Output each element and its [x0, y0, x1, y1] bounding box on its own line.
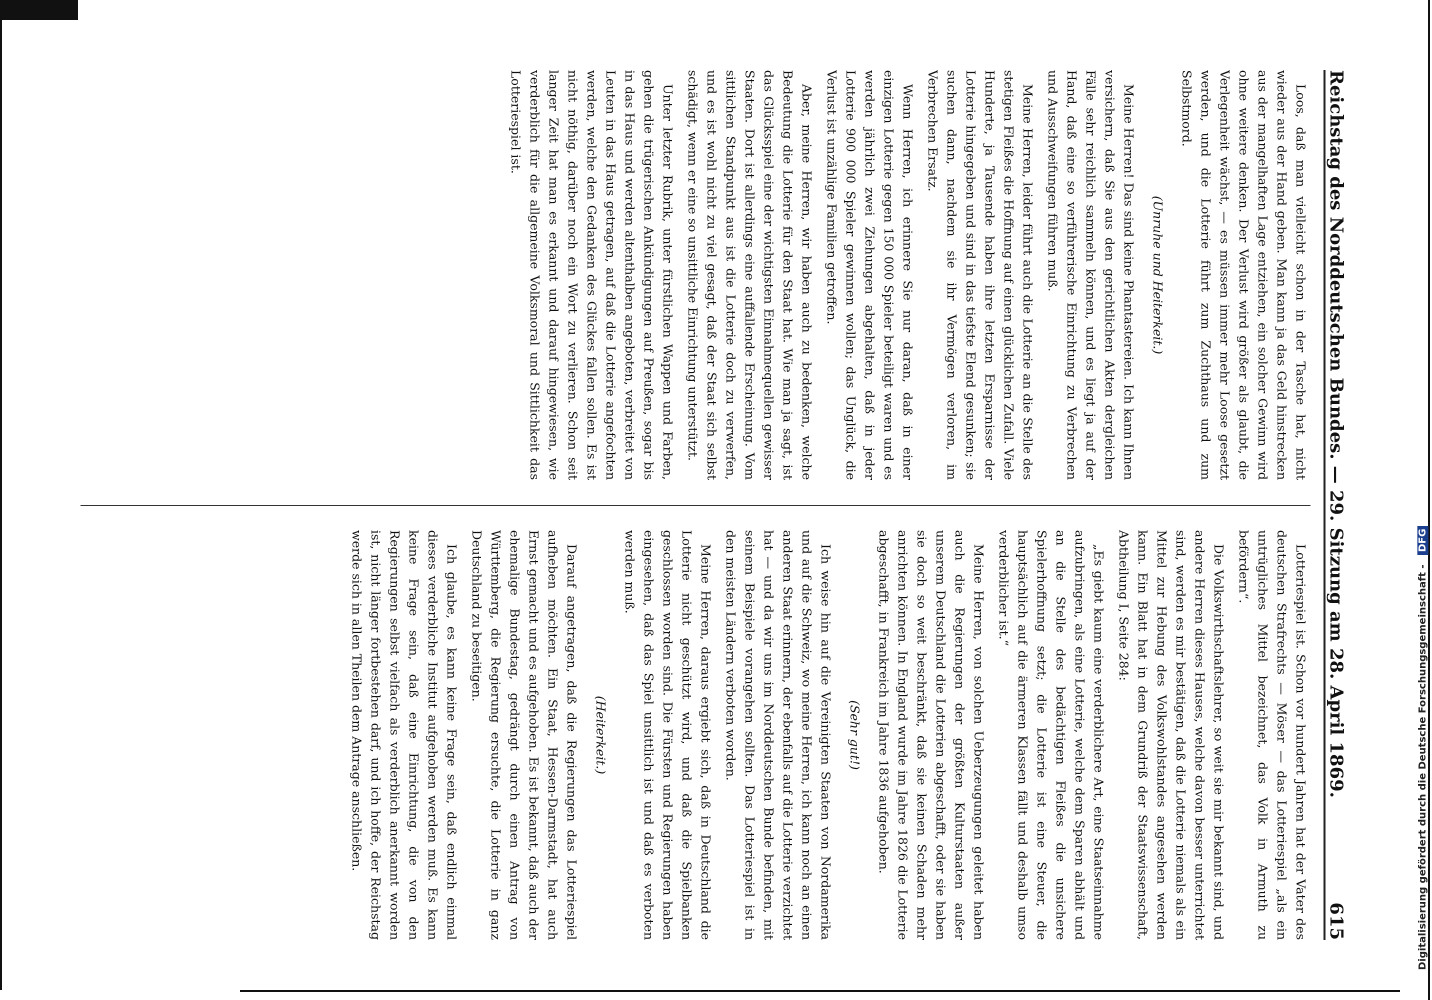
header-title: Reichstag des Norddeutschen Bundes. — 29. Sitzung am 28. April 1869. — [1325, 70, 1347, 798]
paragraph: Ich weise hin auf die Vereinigten Staaten von Nordamerika und auf die Schweiz, wo meine Herren, ich kann noch an einen anderen Staat erinnern, der ebenfalls auf die Lotterie verzichtet hat — und da wir uns im Norddeutschen Bunde befinden, mit seinem Beispiele vorangehen sollten. Das Lotteriespiel ist in den meisten Ländern verboten worden. — [723, 530, 834, 940]
paragraph: Meine Herren, leider führt auch die Lotterie an die Stelle des stetigen Fleißes die Hoffnung auf einen glücklichen Zufall. Viele Hunderte, ja Tausende haben ihre letzten Ersparnisse der Lotterie hingegeben und sind in das tiefste Elend gesunken; sie suchen dann, nachdem sie ihr Vermögen verloren, im Verbrechen Ersatz. — [925, 70, 1036, 480]
scan-edge-left — [0, 20, 2, 990]
paragraph: Die Volkswirthschaftslehrer, so weit sie mir bekannt sind, und andere Herren dieses Hauses, welche davon besser unterrichtet sind, werden es mir bestätigen, daß die Lotterie niemals als ein Mittel zur Hebung des Volkswohlstandes angesehen werden kann. Ein Blatt hat in dem Grundriß der Staatswissenschaft, Abtheilung I, Seite 284: — [1116, 530, 1227, 940]
newspaper-page — [28, 30, 1403, 980]
column-divider — [81, 505, 1311, 506]
paragraph: Meine Herren! Das sind keine Phantastereien. Ich kann Ihnen versichern, daß Sie aus den gerichtlichen Akten dergleichen Fälle sehr reichlich sammeln können, und es liegt ja auf der Hand, daß eine so verführerische Einrichtung zu Verbrechen und Ausschweifungen führen muß. — [1045, 70, 1137, 480]
right-column — [81, 530, 1311, 940]
paragraph: Ich glaube, es kann keine Frage sein, daß endlich einmal dieses verderbliche Institut aufgehoben werden muß. Es kann keine Frage sein, daß eine Einrichtung, die von den Regierungen selbst vielfach als verderblich anerkannt worden ist, nicht länger fortbestehen darf, und ich hoffe, der Reichstag werde sich in allen Theilen dem Antrage anschließen. — [349, 530, 460, 940]
paragraph: Aber, meine Herren, wir haben auch zu bedenken, welche Bedeutung die Lotterie für den Staat hat. Wie man ja sagt, ist das Glücksspiel eine der wichtigsten Einnahmequellen gewisser Staaten. Dort ist allerdings eine auffallende Erscheinung. Vom sittlichen Standpunkt aus ist die Lotterie doch zu verwerfen, und es ist wohl nicht zu viel gesagt, daß der Staat sich selbst schädigt, wenn er eine so unsittliche Einrichtung unterstützt. — [685, 70, 815, 480]
paragraph: Darauf angetragen, daß die Regierungen das Lotteriespiel aufheben möchten. Ein Staat, Hessen-Darmstadt, hat auch Ernst gemacht und es aufgehoben. Es ist bekannt, daß auch der ehemalige Bundestag, gedrängt durch einen Antrag von Württemberg, die Regierung ersuchte, die Lotterie in ganz Deutschland zu beseitigen. — [469, 530, 580, 940]
stage-direction: (Sehr gut!) — [847, 700, 863, 770]
paragraph: Wenn Herren, ich erinnere Sie nur daran, daß in einer einzigen Lotterie gegen 150 000 Spieler beteiligt waren und es werden jährlich zwei Ziehungen abgehalten, daß in jeder Lotterie 900 000 Spieler gewinnen wollen; das Unglück, die Verlust ist unzählige Familien getroffen. — [824, 70, 916, 480]
scan-border-mark — [0, 0, 78, 20]
dfg-logo: DFG — [1417, 526, 1428, 555]
paragraph: Unter letzter Rubrik, unter fürstlichen Wappen und Farben, gehen die trügerischen Ankündigungen auf Preußen, sogar bis in das Haus und werden altenthalben angeboten, verbreitet von Leuten in das Haus getragen, auf daß die Lotterie angefochten werden, welche den Gedanken des Glückes fallen sollen. Es ist nicht nöthig, darüber noch ein Wort zu verlieren. Schon seit langer Zeit hat man es erkannt und darauf hingewiesen, wie verderblich für die allgemeine Volksmoral und Sittlichkeit das Lotteriespiel ist. — [508, 70, 676, 480]
page-header — [1324, 70, 1356, 940]
footer-credit: Digitalisierung gefördert durch die Deutsche Forschungsgemeinschaft - — [1417, 564, 1428, 970]
paragraph: Lotteriespiel ist. Schon vor hundert Jahren hat der Vater des deutschen Strafrechts — Möser — das Lotteriespiel „als ein untrügliches Mittel bezeichnet, das Volk in Armuth zu befördern“. — [1236, 530, 1309, 940]
quotation: „Es giebt kaum eine verderblichere Art, eine Staatseinnahme aufzubringen, als eine Lotterie, welche dem Sparen abhält und an die Stelle des bedächtigen Fleißes die unsichere Spielerhoffnung setzt; die Lotterie ist eine Steuer, die hauptsächlich auf die ärmeren Klassen fällt und deshalb umso verderblicher ist.“ — [996, 530, 1107, 940]
paragraph: Meine Herren, daraus ergiebt sich, daß in Deutschland die Lotterie nicht geschützt wird, und daß die Spielbanken geschlossen worden sind. Die Fürsten und Regierungen haben eingesehen, daß das Spiel unsittlich ist und daß es verboten werden muß. — [622, 530, 714, 940]
paragraph: Loos, daß man vielleicht schon in der Tasche hat, nicht wieder aus der Hand geben. Man kann ja das Geld hinstrecken aus der mangelhaften Lage entziehen, ein solcher Gewinn wird ohne weitere denken. Der Verlust wird größer als glaubt, die Verlegenheit wächst, — es müssen immer mehr Loose gesetzt werden, und die Lotterie führt zum Zuchthaus und zum Selbstmord. — [1179, 70, 1309, 480]
page-number: 615 — [1325, 902, 1347, 940]
left-column — [81, 70, 1311, 480]
stage-direction: (Heiterkeit.) — [593, 695, 609, 775]
scan-edge-bottom — [240, 990, 1400, 992]
paragraph: Meine Herren, von solchen Ueberzeugungen geleitet haben auch die Regierungen der größten Kulturstaaten außer unserem Deutschland die Lotterien abgeschafft, oder sie haben sie doch so weit beschränkt, daß sie keinen Schaden mehr anrichten können. In England wurde im Jahre 1826 die Lotterie abgeschafft, in Frankreich im Jahre 1836 aufgehoben. — [876, 530, 987, 940]
stage-direction: (Unruhe und Heiterkeit.) — [1150, 195, 1166, 355]
rotated-sheet — [41, 30, 1416, 980]
digitization-footer — [1408, 40, 1428, 970]
